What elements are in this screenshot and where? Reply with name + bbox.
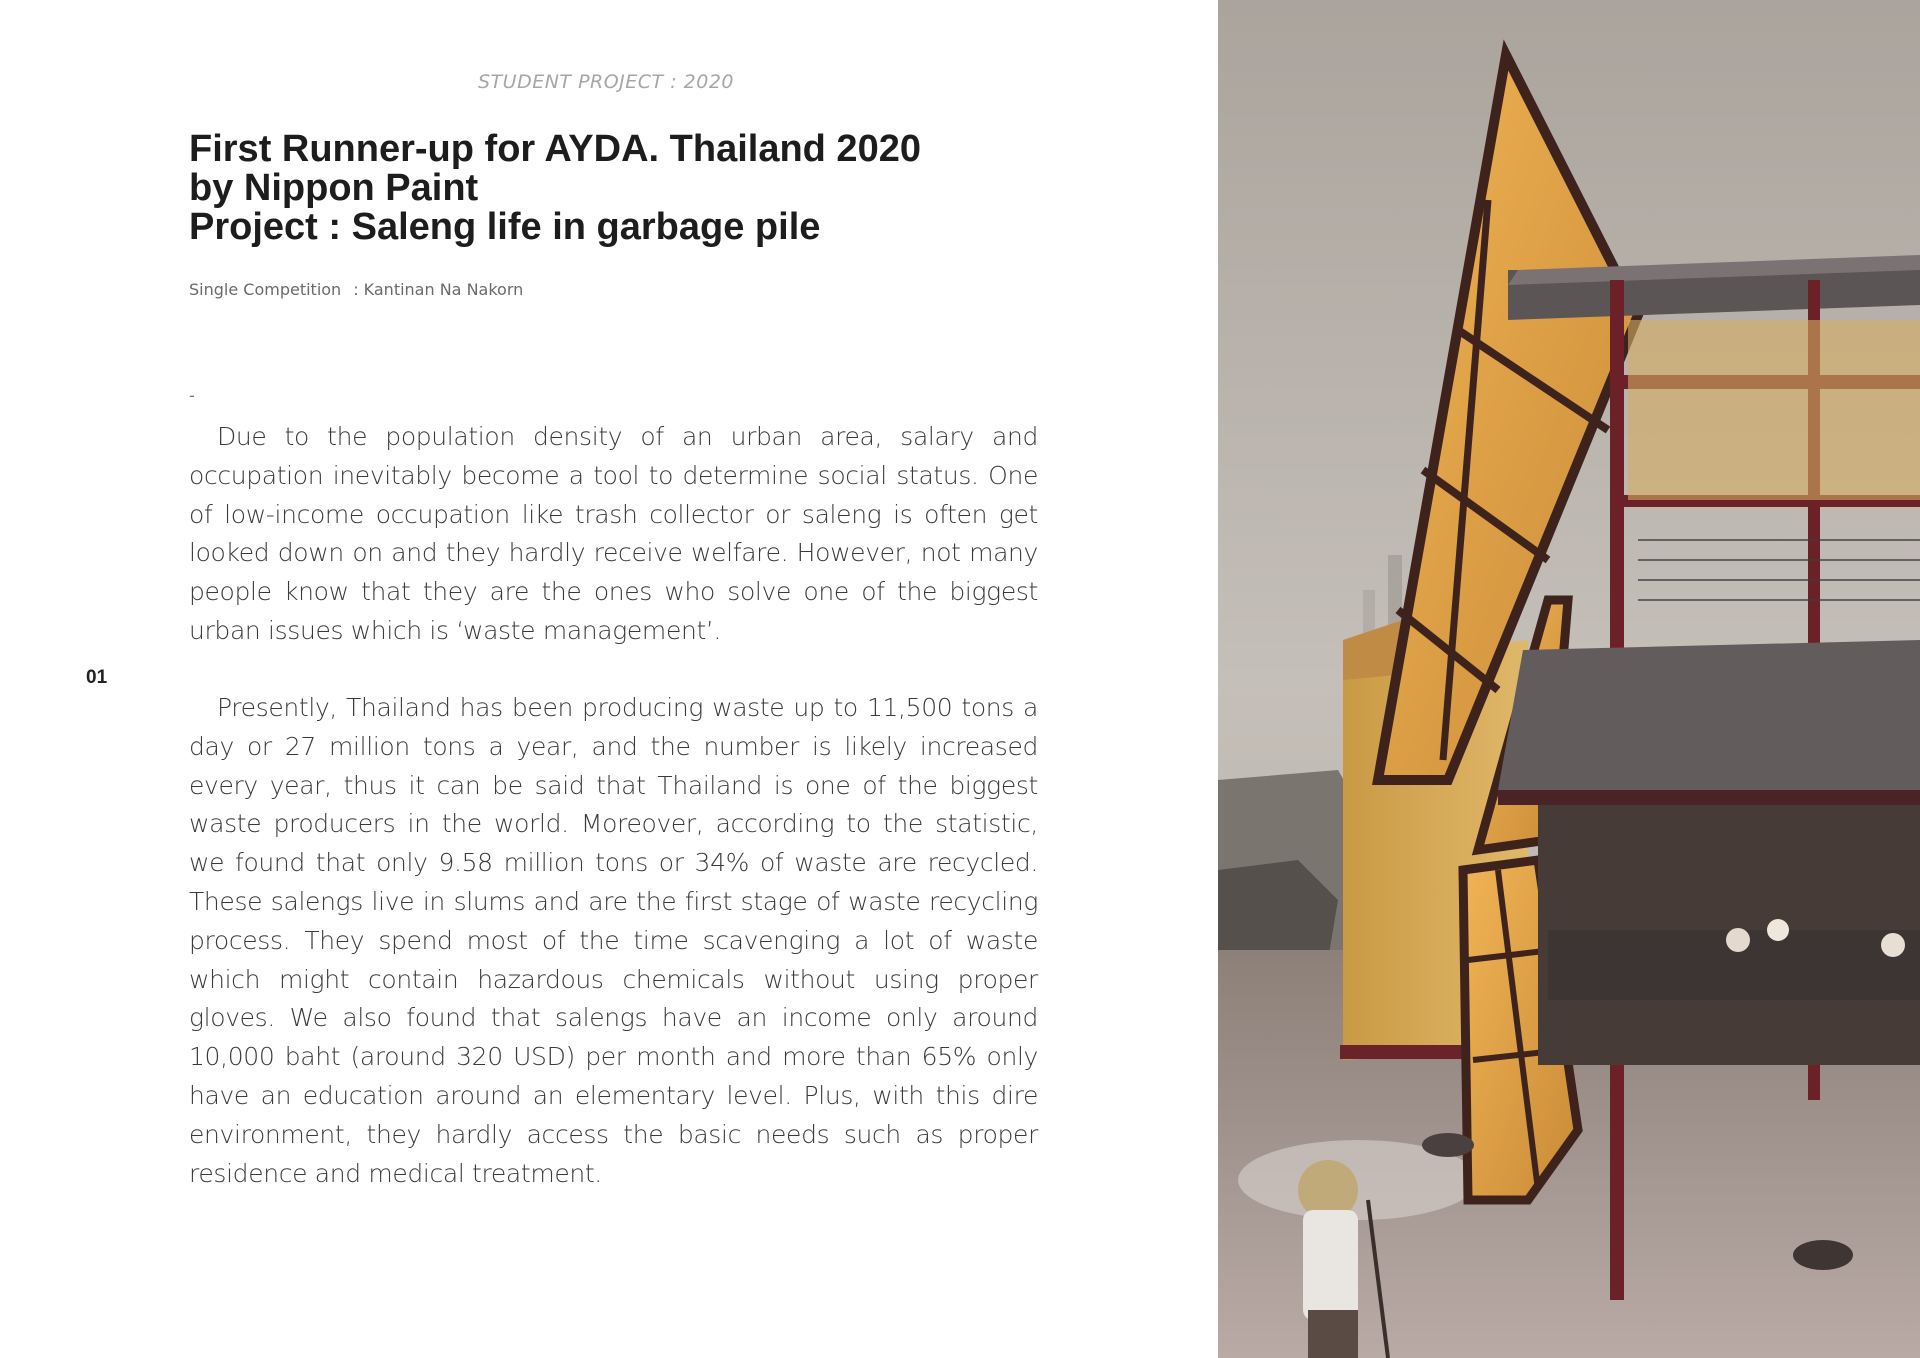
person-figure <box>1881 933 1905 957</box>
project-eyebrow: STUDENT PROJECT : 2020 <box>478 71 734 93</box>
saleng-house-illustration <box>1218 0 1920 1358</box>
body-paragraph-2: Presently, Thailand has been producing waste up to 11,500 tons a day or 27 million tons a year, and the number is likely increased every year, thus it can be said that Thailand is one of the biggest waste producers in the world. Moreover, according to the statistic, we found that only 9.58 million tons or 34% of waste are recycled. These salengs live in slums and are the first stage of waste recycling process. They spend most of the time scavenging a lot of waste which might contain hazardous chemicals without using proper gloves. We also found that salengs have an income only around 10,000 baht (around 320 USD) per month and more than 65% only have an education around an elementary level. Plus, with this dire environment, they hardly access the basic needs such as proper residence and medical treatment. <box>189 693 1038 1188</box>
upper-interior <box>1628 320 1920 500</box>
credit-value: : Kantinan Na Nakorn <box>353 280 524 299</box>
title-line-2: by Nippon Paint <box>189 167 479 209</box>
title-line-3: Project : Saleng life in garbage pile <box>189 206 821 248</box>
section-dash: - <box>189 386 195 405</box>
saleng-worker-legs <box>1308 1310 1358 1358</box>
competition-credit <box>189 280 523 299</box>
saleng-worker-body <box>1303 1210 1358 1320</box>
lower-roof <box>1498 640 1920 790</box>
person-figure <box>1767 919 1789 941</box>
page-number: 01 <box>86 667 108 688</box>
chicken <box>1793 1240 1853 1270</box>
chicken <box>1422 1133 1474 1157</box>
title-line-1: First Runner-up for AYDA. Thailand 2020 <box>189 128 921 170</box>
credit-label: Single Competition <box>189 280 342 299</box>
body-paragraph-1: Due to the population density of an urban area, salary and occupation inevitably become a tool to determine social status. One of low-income occupation like trash collector or saleng is often get looked down on and they hardly receive welfare. However, not many people know that they are the ones who solve one of the biggest urban issues which is ‘waste management’. <box>189 422 1038 645</box>
architecture-rendering <box>1218 0 1920 1358</box>
person-figure <box>1726 928 1750 952</box>
lower-roof-fascia <box>1498 790 1920 805</box>
page-title <box>189 130 1089 247</box>
